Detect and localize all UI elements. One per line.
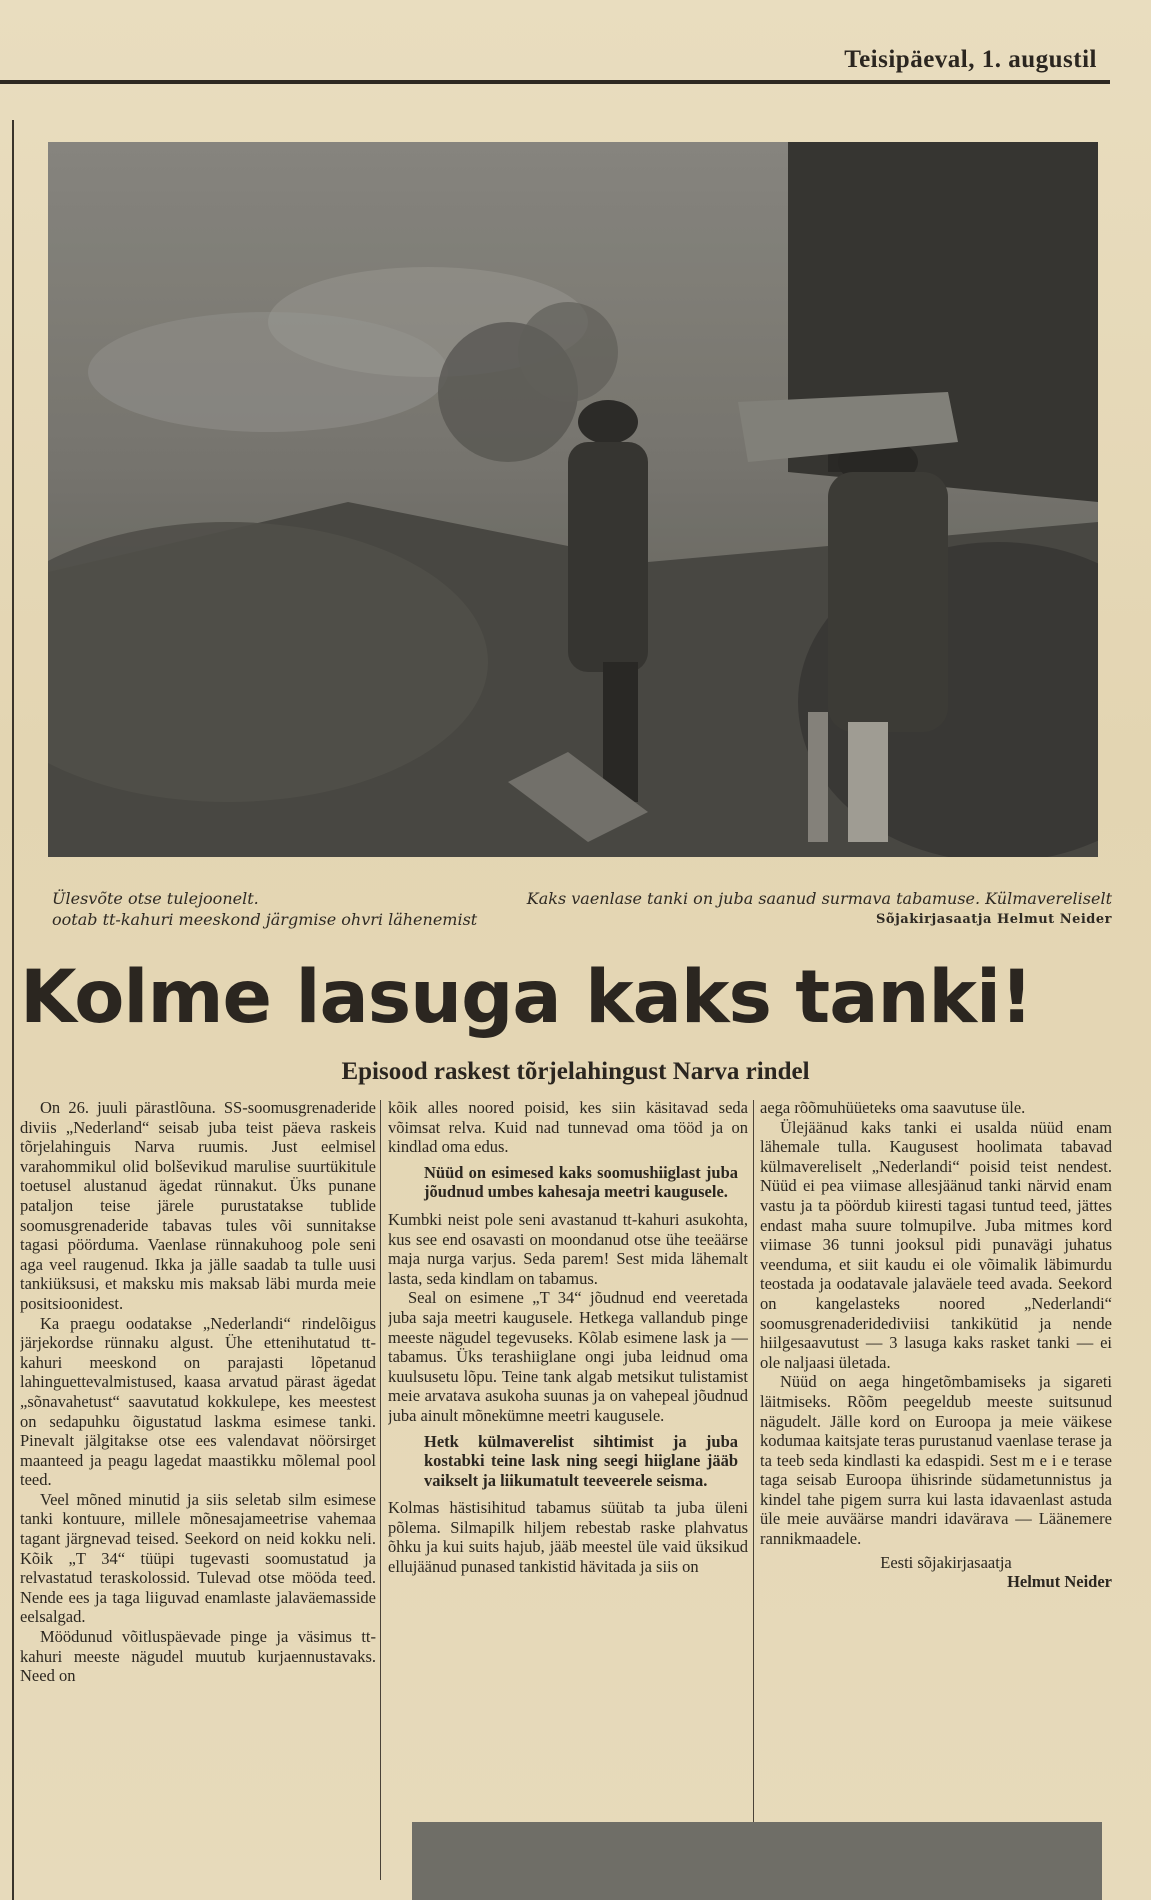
caption-left-2: ootab tt-kahuri meeskond järgmise ohvri lähenemist — [52, 910, 478, 929]
headline: Kolme lasuga kaks tanki! — [20, 955, 1033, 1040]
paragraph: Kumbki neist pole seni avastanud tt-kahuri asukohta, kus see end osavasti on moondanud otse ühe teeäärse maja nurga varjus. Seda parem! Sest mida lähemalt lasta, seda kindlam on tabamus. — [388, 1209, 748, 1288]
highlight-paragraph: Nüüd on esimesed kaks soomushiiglast juba jõudnud umbes kahesaja meetri kaugusele. — [424, 1162, 738, 1202]
column-rule-1 — [380, 1100, 381, 1880]
paragraph: Ka praegu oodatakse „Nederlandi“ rindelõigus järjekordse rünnaku algust. Ühe ettenihutatud tt-kahuri meeskond on parajasti lõpetanud lahinguettevalmistused, kaasa arvatud pärast ägedat „sõnavahetust“ saavutatud kokkulepe, kes meestest on sedapuhku õigustatud laskma esimese tanki. Pinevalt jälgitakse otse ees valendavat nöörsirget maanteed ja peagu lagedat maastikku mõlemal pool teed. — [20, 1313, 376, 1490]
author-signature — [760, 1553, 1112, 1592]
paragraph: aega rõõmuhüüeteks oma saavutuse üle. — [760, 1098, 1026, 1117]
photo-caption — [52, 888, 1112, 930]
paragraph: Seal on esimene „T 34“ jõudnud end veeretada juba saja meetri kaugusele. Hetkega vallandub pinge meeste nägudel tegevuseks. Kõlab esimene lask ja — tabamus. Üks terashiiglane ongi juba leidnud oma kuulsusetu lõpu. Teine tank algab metsikut tulistamist meie arvatava asukoha suunas ja on vahepeal jõudnud juba ainult mõnekümne meetri kaugusele. — [388, 1288, 748, 1425]
paragraph: Nüüd on aega hingetõmbamiseks ja sigareti läitmiseks. Rõõm peegeldub meeste suitsunud nägudelt. Jälle kord on Euroopa ja meie väikese kodumaa kaitsjate teras purustanud vaenlase terase ja ta teeb seda kindlasti ka edaspidi. Sest m e i e terase taga seisab Euroopa ühisrinde südametunnistus ja kindel tahe pigem surra kui lasta idavaenlast astuda üle meie auväärse mandri idavärava — Läänemere rannikmaadele. — [760, 1372, 1112, 1549]
article-column-2 — [388, 1098, 748, 1888]
author-name: Helmut Neider — [1007, 1572, 1112, 1592]
paragraph: Ülejäänud kaks tanki ei usalda nüüd enam lähemale tulla. Kaugusest hoolimata tabavad külmavereliselt „Nederlandi“ poisid teist nendest. Nüüd ei pea viimase allesjäänud tanki närvid enam vastu ja ta pöördub kiiresti tagasi tuntud teed, jättes endast maha suure tolmupilve. Juba mitmes kord viimase 36 tunni jooksul pidi punavägi juhatus veenduma, et siit kaudu ei ole võimalik läbimurdu teostada ja oodatavale jalaväele teed avada. Seekord on kangelasteks noored „Nederlandi“ soomusgrenaderidediviisi tankikütid ja nende hiilgesaavutust — 3 lasuga kaks rasket tanki — ei ole naljaasi ületada. — [760, 1117, 1112, 1372]
highlight-paragraph: Hetk külmaverelist sihtimist ja juba kostabki teine lask ning seegi hiiglane jääb vaikselt ja liikumatult teeveerele seisma. — [424, 1431, 738, 1490]
paragraph: kõik alles noored poisid, kes siin käsitavad seda võimsat relva. Kuid nad tunnevad oma tööd ja on kindlad oma edus. — [388, 1098, 748, 1157]
caption-left-1: Ülesvõte otse tulejoonelt. — [52, 889, 259, 908]
bottom-photo-icon — [412, 1822, 1102, 1900]
header-date: Teisipäeval, 1. augustil — [844, 46, 1097, 73]
header-rule — [0, 80, 1110, 84]
author-role: Eesti sõjakirjasaatja — [880, 1552, 1012, 1572]
photo-credit: Sõjakirjasaatja Helmut Neider — [876, 912, 1112, 927]
paragraph: Möödunud võitluspäevade pinge ja väsimus tt-kahuri meeste nägudel muutub kurjaennustavaks. Need on — [20, 1627, 376, 1686]
paragraph: On 26. juuli pärastlõuna. SS-soomusgrenaderide diviis „Nederland“ seisab juba teist päeva raskeis tõrjelahinguis Narva ruumis. Just eelmisel varahommikul olid bolševikud marulise suurtükitule toetusel alustanud ägedat rünnakut. Üks punane pataljon teise järele purustatakse tublide soomusgrenaderide tabavas tules või sunnitakse tagasi pöörduma. Vaenlase rünnakuhoog pole seni aga veel raugenud. Ikka ja jälle saadab ta tulle uusi tankiüksusi, et maksku mis maksab läbi murda meie positsioonidest. — [20, 1098, 376, 1313]
paragraph: Kolmas hästisihitud tabamus süütab ta juba üleni põlema. Silmapilk hiljem rebestab raske plahvatus õhku ja kui suits hajub, jääb meestel üle vaid üksikud ellujäänud punased tankistid hävitada ja siis on — [388, 1498, 748, 1577]
left-column-rule — [12, 120, 14, 1900]
caption-right-1: Kaks vaenlase tanki on juba saanud surmava tabamuse. Külmavereliselt — [526, 889, 1112, 908]
article-column-1 — [20, 1098, 376, 1888]
subheadline: Episood raskest tõrjelahingust Narva rindel — [341, 1058, 810, 1085]
photo-soldiers-icon — [48, 142, 1098, 857]
column-rule-2 — [753, 1100, 754, 1880]
article-column-3 — [760, 1098, 1112, 1888]
paragraph: Veel mõned minutid ja siis seletab silm esimese tanki kontuure, millele mõnesajameetrise vahemaa tagant järgnevad teised. Seekord on neid kokku neli. Kõik „T 34“ tüüpi tugevasti soomustatud ja relvastatud teraskolossid. Tulevad otse mööda teed. Nende ees ja taga liiguvad enamlaste jalaväemasside eelsalgad. — [20, 1489, 376, 1627]
